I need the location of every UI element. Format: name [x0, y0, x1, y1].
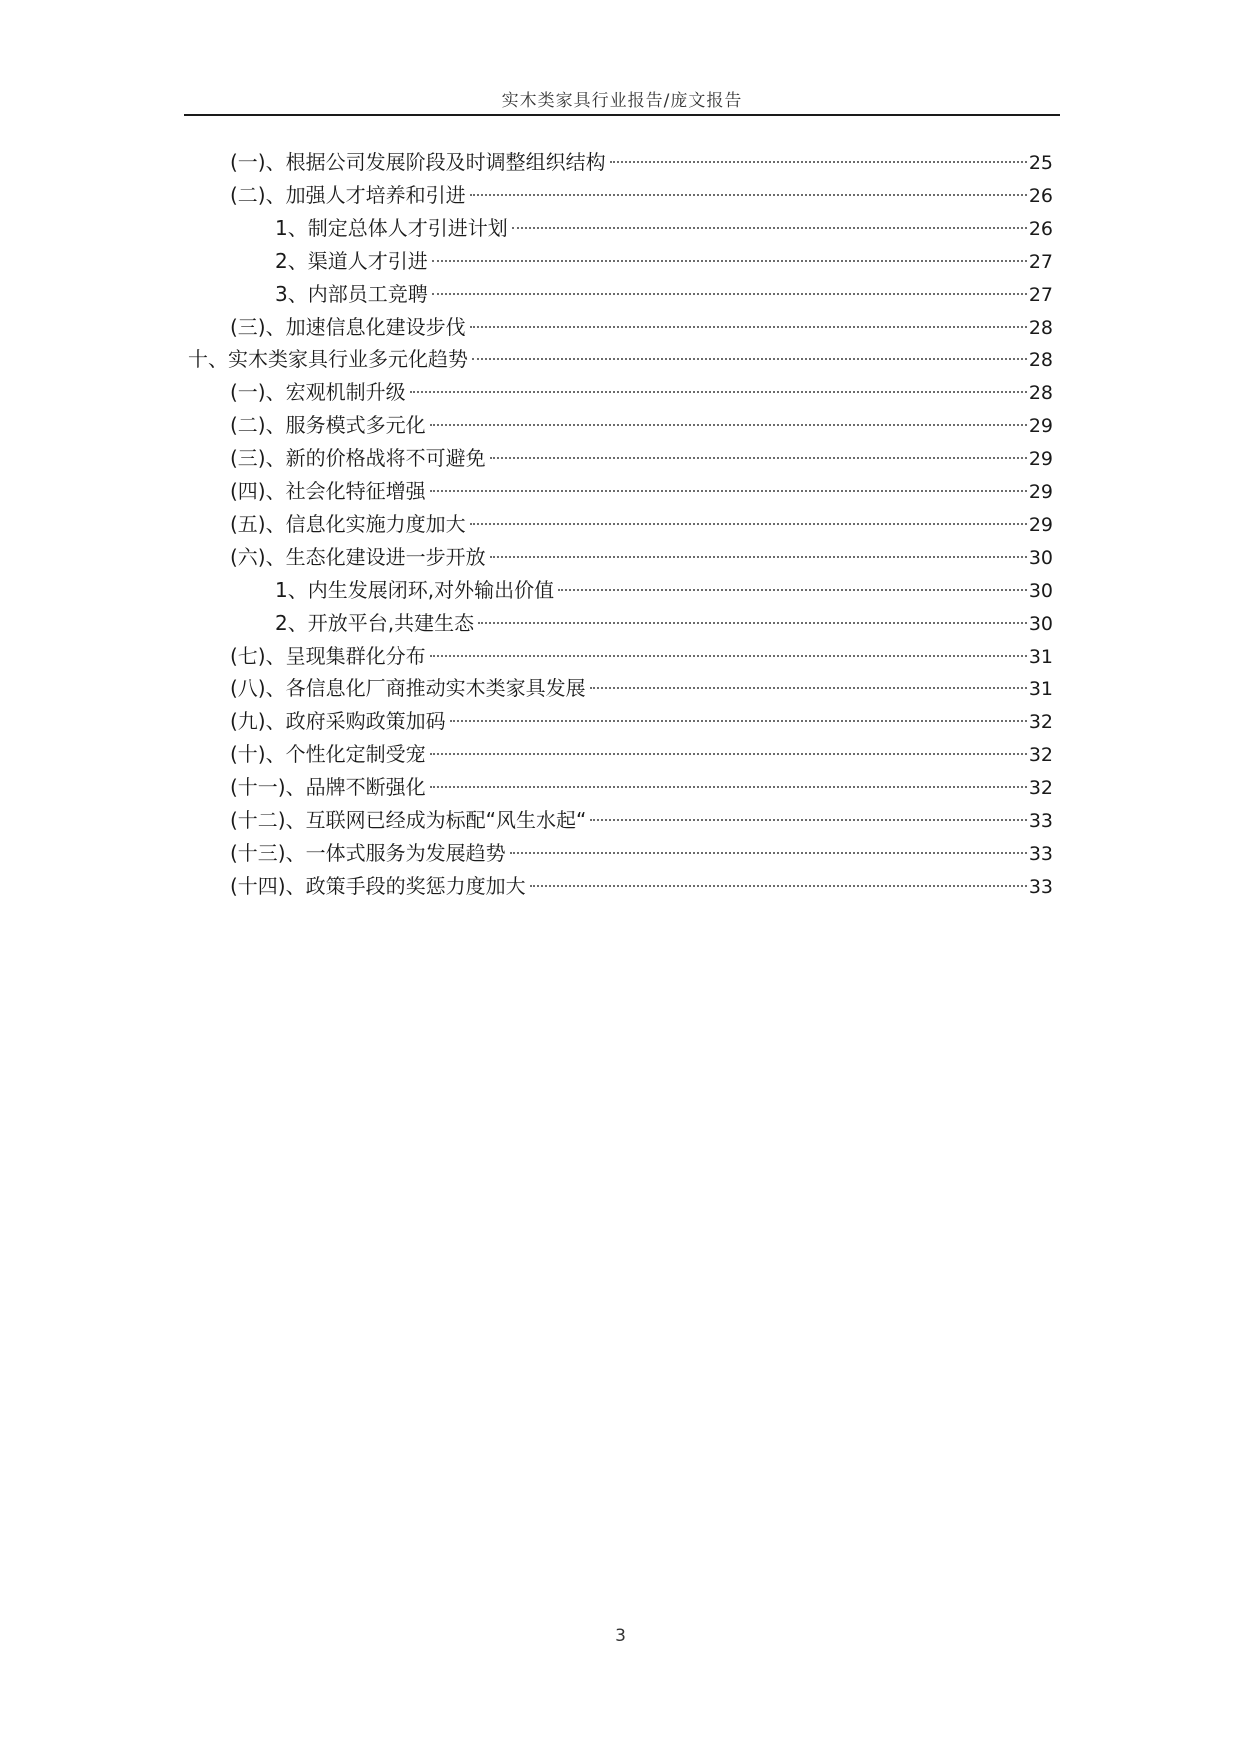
toc-entry-page: 32	[1028, 744, 1053, 767]
toc-dot-leader	[610, 161, 1027, 163]
toc-entry[interactable]	[230, 180, 1053, 210]
toc-entry[interactable]	[230, 542, 1053, 572]
toc-entry[interactable]	[230, 443, 1053, 473]
toc-entry-title: (八)、各信息化厂商推动实木类家具发展	[230, 676, 586, 701]
toc-dot-leader	[530, 885, 1027, 887]
toc-entry-title: (十)、个性化定制受宠	[230, 742, 426, 767]
toc-entry-page: 30	[1028, 579, 1053, 602]
toc-entry-page: 28	[1028, 316, 1053, 339]
toc-entry[interactable]	[230, 509, 1053, 539]
toc-entry[interactable]	[230, 641, 1053, 671]
toc-entry-page: 27	[1028, 250, 1053, 273]
toc-entry-page: 31	[1028, 678, 1053, 701]
toc-entry-title: (四)、社会化特征增强	[230, 479, 426, 503]
toc-dot-leader	[512, 227, 1027, 229]
toc-entry[interactable]	[230, 147, 1053, 177]
toc-entry-page: 33	[1028, 842, 1053, 865]
toc-entry[interactable]	[230, 838, 1053, 868]
toc-dot-leader	[472, 358, 1027, 360]
toc-dot-leader	[558, 589, 1027, 591]
toc-dot-leader	[430, 490, 1027, 492]
toc-entry-page: 31	[1028, 645, 1053, 668]
toc-entry-page: 33	[1028, 875, 1053, 898]
toc-entry[interactable]	[275, 279, 1053, 309]
toc-dot-leader	[478, 622, 1027, 624]
toc-entry-title: (十三)、一体式服务为发展趋势	[230, 840, 506, 865]
toc-entry-page: 26	[1028, 184, 1053, 207]
toc-entry-title: 2、开放平台,共建生态	[275, 610, 475, 635]
toc-dot-leader	[430, 753, 1027, 755]
toc-dot-leader	[470, 194, 1027, 196]
toc-entry[interactable]	[275, 575, 1053, 605]
toc-dot-leader	[470, 523, 1027, 525]
toc-entry-title: (一)、根据公司发展阶段及时调整组织结构	[230, 150, 606, 174]
toc-entry[interactable]	[230, 739, 1053, 769]
toc-entry-title: (七)、呈现集群化分布	[230, 643, 426, 668]
toc-dot-leader	[430, 655, 1027, 657]
toc-dot-leader	[432, 260, 1027, 262]
toc-dot-leader	[590, 819, 1026, 821]
toc-entry-title: (一)、宏观机制升级	[230, 380, 406, 405]
toc-entry[interactable]	[230, 377, 1053, 407]
toc-dot-leader	[432, 293, 1027, 295]
toc-dot-leader	[490, 556, 1027, 558]
toc-entry-title: (六)、生态化建设进一步开放	[230, 544, 486, 569]
toc-entry-page: 33	[1028, 810, 1053, 832]
toc-entry-title: (十二)、互联网已经成为标配“风生水起“	[230, 808, 587, 832]
toc-entry-page: 29	[1028, 481, 1053, 503]
toc-entry[interactable]	[230, 871, 1053, 901]
toc-entry-page: 32	[1028, 777, 1053, 800]
toc-entry-page: 29	[1028, 448, 1053, 471]
toc-entry-page: 30	[1028, 612, 1053, 635]
toc-entry-page: 29	[1028, 415, 1053, 438]
page-number: 3	[615, 1626, 626, 1646]
toc-entry-title: 1、内生发展闭环,对外输出价值	[275, 577, 555, 602]
toc-entry[interactable]	[230, 673, 1053, 703]
toc-entry-title: (五)、信息化实施力度加大	[230, 511, 466, 536]
toc-dot-leader	[490, 457, 1027, 459]
toc-entry[interactable]	[275, 213, 1053, 243]
toc-entry[interactable]	[275, 246, 1053, 276]
toc-entry-title: (二)、加强人才培养和引进	[230, 182, 466, 207]
toc-entry-title: 1、制定总体人才引进计划	[275, 215, 508, 240]
toc-entry-title: 3、内部员工竞聘	[275, 281, 428, 306]
toc-entry[interactable]	[275, 608, 1053, 638]
toc-dot-leader	[590, 687, 1027, 689]
toc-dot-leader	[510, 852, 1027, 854]
toc-entry-page: 29	[1028, 513, 1053, 536]
toc-entry[interactable]	[188, 344, 1053, 374]
toc-entry-title: (九)、政府采购政策加码	[230, 709, 446, 734]
toc-entry[interactable]	[230, 805, 1053, 835]
toc-dot-leader	[470, 326, 1027, 328]
toc-entry-title: 十、实木类家具行业多元化趋势	[188, 347, 468, 372]
toc-entry[interactable]	[230, 476, 1053, 506]
toc-entry[interactable]	[230, 312, 1053, 342]
toc-entry-title: (三)、加速信息化建设步伐	[230, 314, 466, 339]
toc-entry-title: 2、渠道人才引进	[275, 248, 428, 273]
toc-entry-page: 25	[1028, 152, 1053, 174]
toc-entry-title: (十四)、政策手段的奖惩力度加大	[230, 873, 526, 898]
toc-dot-leader	[430, 424, 1027, 426]
toc-dot-leader	[430, 786, 1027, 788]
toc-entry-page: 27	[1028, 283, 1053, 306]
toc-entry-page: 26	[1028, 217, 1053, 240]
running-header: 实木类家具行业报告/庞文报告	[501, 91, 743, 111]
toc-dot-leader	[450, 720, 1027, 722]
toc-entry-page: 28	[1028, 349, 1053, 372]
toc-entry-page: 28	[1028, 382, 1053, 405]
toc-entry[interactable]	[230, 410, 1053, 440]
toc-entry[interactable]	[230, 706, 1053, 736]
toc-entry-title: (十一)、品牌不断强化	[230, 775, 426, 800]
toc-entry-title: (二)、服务模式多元化	[230, 413, 426, 438]
toc-entry[interactable]	[230, 772, 1053, 802]
toc-dot-leader	[410, 391, 1027, 393]
toc-entry-page: 32	[1028, 711, 1053, 734]
toc-entry-title: (三)、新的价格战将不可避免	[230, 446, 486, 471]
toc-entry-page: 30	[1028, 546, 1053, 569]
header-divider	[184, 114, 1060, 116]
